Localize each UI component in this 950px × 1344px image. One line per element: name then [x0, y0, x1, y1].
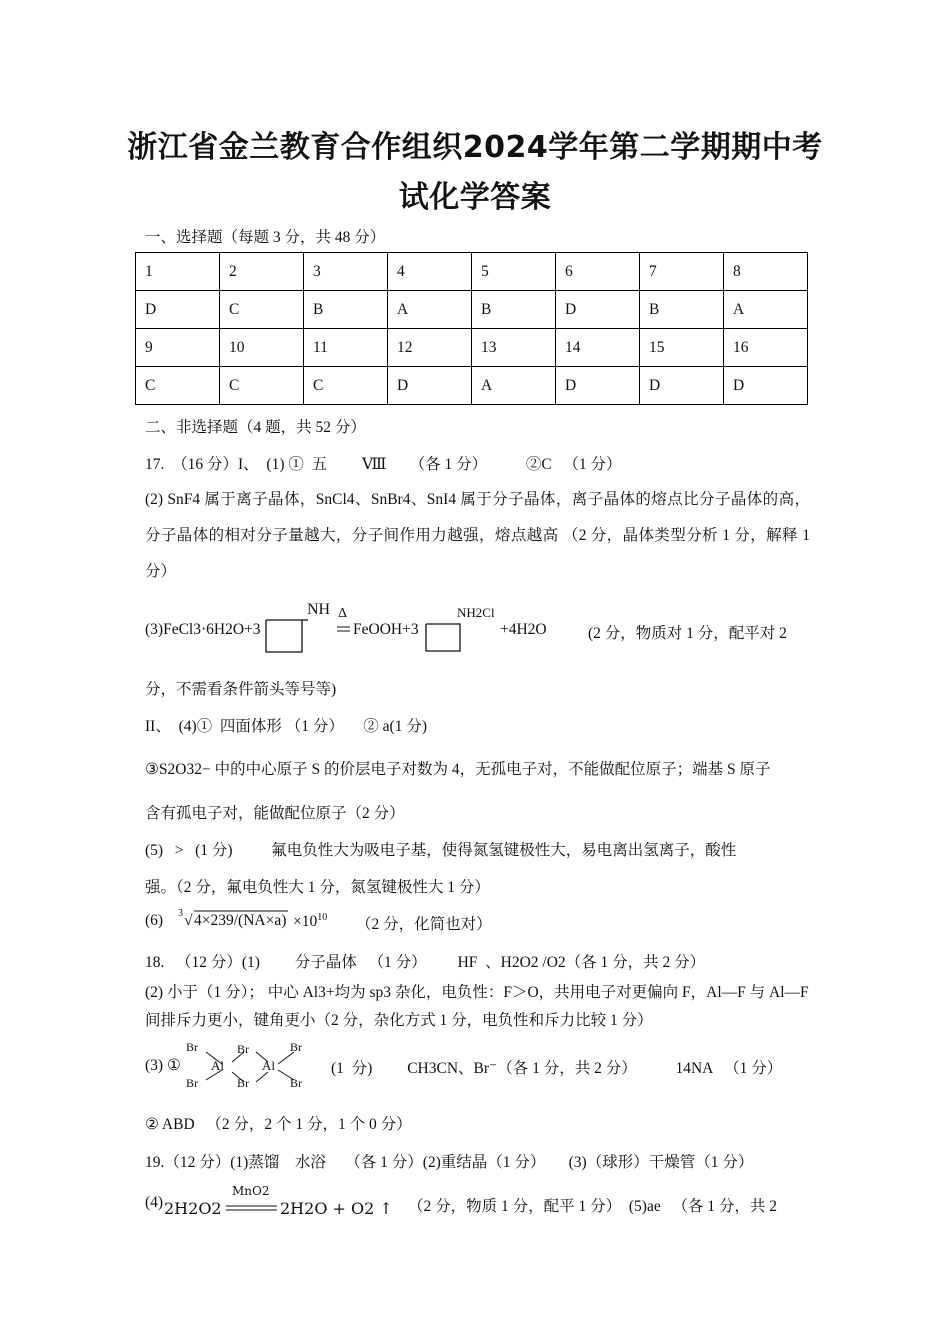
table-cell: 15 — [640, 329, 724, 367]
table-cell: A — [724, 291, 808, 329]
q17-line-1: 17. （16 分）I、 (1) ① 五 Ⅷ （各 1 分） ②C （1 分） — [145, 456, 622, 473]
section-2-heading: 二、非选择题（4 题，共 52 分） — [145, 419, 366, 436]
br-label: Br — [237, 1042, 249, 1056]
table-cell: 16 — [724, 329, 808, 367]
br-label: Br — [237, 1076, 249, 1090]
table-row — [136, 253, 808, 291]
q17-p6-prefix: (6) — [145, 912, 164, 929]
br-label: Br — [290, 1040, 302, 1054]
nh2cl-label: NH2Cl — [457, 605, 495, 620]
al-label: Al — [211, 1058, 224, 1073]
table-row — [136, 329, 808, 367]
table-cell: D — [724, 367, 808, 405]
table-cell: 13 — [472, 329, 556, 367]
page-title-line-1: 浙江省金兰教育合作组织2024学年第二学期期中考 — [127, 130, 823, 165]
table-cell: 11 — [304, 329, 388, 367]
table-cell: 3 — [304, 253, 388, 291]
br-label: Br — [290, 1076, 302, 1090]
answer-table — [135, 252, 808, 405]
q18-p3-prefix: (3) ① — [145, 1057, 181, 1074]
table-cell: 5 — [472, 253, 556, 291]
q17-part-2: (2) SnF4 属于离子晶体，SnCl4、SnBr4、SnI4 属于分子晶体，离子晶体的熔点比分子晶体的高，分子晶体的相对分子量越大，分子间作用力越强，熔点越高 （2 分，晶体类型分析 1 分，解释 1 分） — [145, 491, 810, 580]
table-cell: D — [388, 367, 472, 405]
table-cell: A — [388, 291, 472, 329]
q17-p3-line-a: ③S2O32− 中的中心原子 S 的价层电子对数为 4，无孤电子对，不能做配位原子；端基 S 原子 — [145, 761, 771, 778]
q18-p3-rest: (1 分) CH3CN、Br⁻（各 1 分，共 2 分） 14NA （1 分） — [331, 1060, 783, 1077]
q18-line-1: 18. （12 分）(1) 分子晶体 （1 分） HF 、H2O2 /O2（各 1 分，共 2 分） — [145, 954, 706, 971]
catalyst-label: MnO2 — [232, 1184, 270, 1198]
q17-p6-score: （2 分，化简也对） — [356, 916, 492, 933]
table-cell: B — [472, 291, 556, 329]
table-row — [136, 291, 808, 329]
q19-p4-rest: （2 分，物质 1 分，配平 1 分） (5)ae （各 1 分，共 2 — [408, 1198, 777, 1215]
q19-p4-prefix: (4) — [145, 1194, 164, 1211]
table-cell: 2 — [220, 253, 304, 291]
equals-sign — [336, 626, 352, 634]
q17-eq3-score: (2 分，物质对 1 分，配平对 2 — [588, 625, 787, 642]
table-cell: D — [640, 367, 724, 405]
radical-sign: √ — [184, 912, 193, 929]
table-cell: 9 — [136, 329, 220, 367]
table-row — [136, 367, 808, 405]
nh-label: NH — [307, 601, 331, 618]
power-base: ×10 — [293, 913, 318, 930]
q18-p3-2: ② ABD （2 分，2 个 1 分，1 个 0 分） — [145, 1116, 412, 1133]
reaction-left: 2H2O2 — [164, 1199, 222, 1218]
table-cell: D — [556, 367, 640, 405]
table-cell: 14 — [556, 329, 640, 367]
q18-part-2: (2) 小于（1 分）； 中心 Al3+均为 sp3 杂化，电负性：F＞O，共用电子对更偏向 F，Al—F 与 Al—F 间排斥力更小，键角更小（2 分，杂化方式 1 分，电负性和斥力比较 1 分） — [145, 984, 809, 1029]
q17-p3-line-b: 含有孤电子对，能做配位原子（2 分） — [145, 805, 405, 822]
delta-sign: Δ — [338, 606, 348, 621]
q19-line-1: 19.（12 分）(1)蒸馏 水浴 （各 1 分）(2)重结晶（1 分） (3)（球形）干燥管（1 分） — [145, 1154, 754, 1171]
q17-eq3-score-cont: 分，不需看条件箭头等号等) — [145, 681, 337, 698]
table-cell: D — [556, 291, 640, 329]
q17-eq3-mid: FeOOH+3 — [353, 621, 419, 638]
table-cell: C — [220, 367, 304, 405]
q17-eq3-right: +4H2O — [500, 621, 547, 638]
table-cell: 8 — [724, 253, 808, 291]
section-1-heading: 一、选择题（每题 3 分，共 48 分） — [145, 229, 386, 246]
power-exponent: 10 — [317, 912, 328, 923]
table-cell: 10 — [220, 329, 304, 367]
table-cell: D — [136, 291, 220, 329]
q17-p5-line-b: 强。（2 分，氟电负性大 1 分，氮氢键极性大 1 分） — [145, 879, 490, 896]
reaction-equals — [225, 1205, 279, 1213]
q17-part-ii: II、 (4)① 四面体形 （1 分） ② a(1 分) — [145, 718, 427, 735]
al-label: Al — [262, 1058, 275, 1073]
q17-p6-tail — [293, 912, 327, 931]
table-cell: 7 — [640, 253, 724, 291]
table-cell: 1 — [136, 253, 220, 291]
table-cell: 12 — [388, 329, 472, 367]
reaction-right: 2H2O + O2 ↑ — [280, 1199, 393, 1218]
table-cell: A — [472, 367, 556, 405]
br-label: Br — [186, 1040, 198, 1054]
table-cell: C — [136, 367, 220, 405]
root-index: 3 — [178, 908, 183, 919]
br-label: Br — [186, 1076, 198, 1090]
q17-eq3-left: (3)FeCl3·6H2O+3 — [145, 621, 261, 638]
page-title-line-2: 试化学答案 — [398, 180, 552, 215]
table-cell: C — [220, 291, 304, 329]
table-cell: B — [304, 291, 388, 329]
radicand: 4×239/(NA×a) — [194, 912, 287, 929]
table-cell: C — [304, 367, 388, 405]
table-cell: 4 — [388, 253, 472, 291]
table-cell: B — [640, 291, 724, 329]
table-cell: 6 — [556, 253, 640, 291]
q17-p5-line-a: (5) > (1 分) 氟电负性大为吸电子基，使得氮氢键极性大，易电离出氢离子，酸性 — [145, 842, 737, 859]
